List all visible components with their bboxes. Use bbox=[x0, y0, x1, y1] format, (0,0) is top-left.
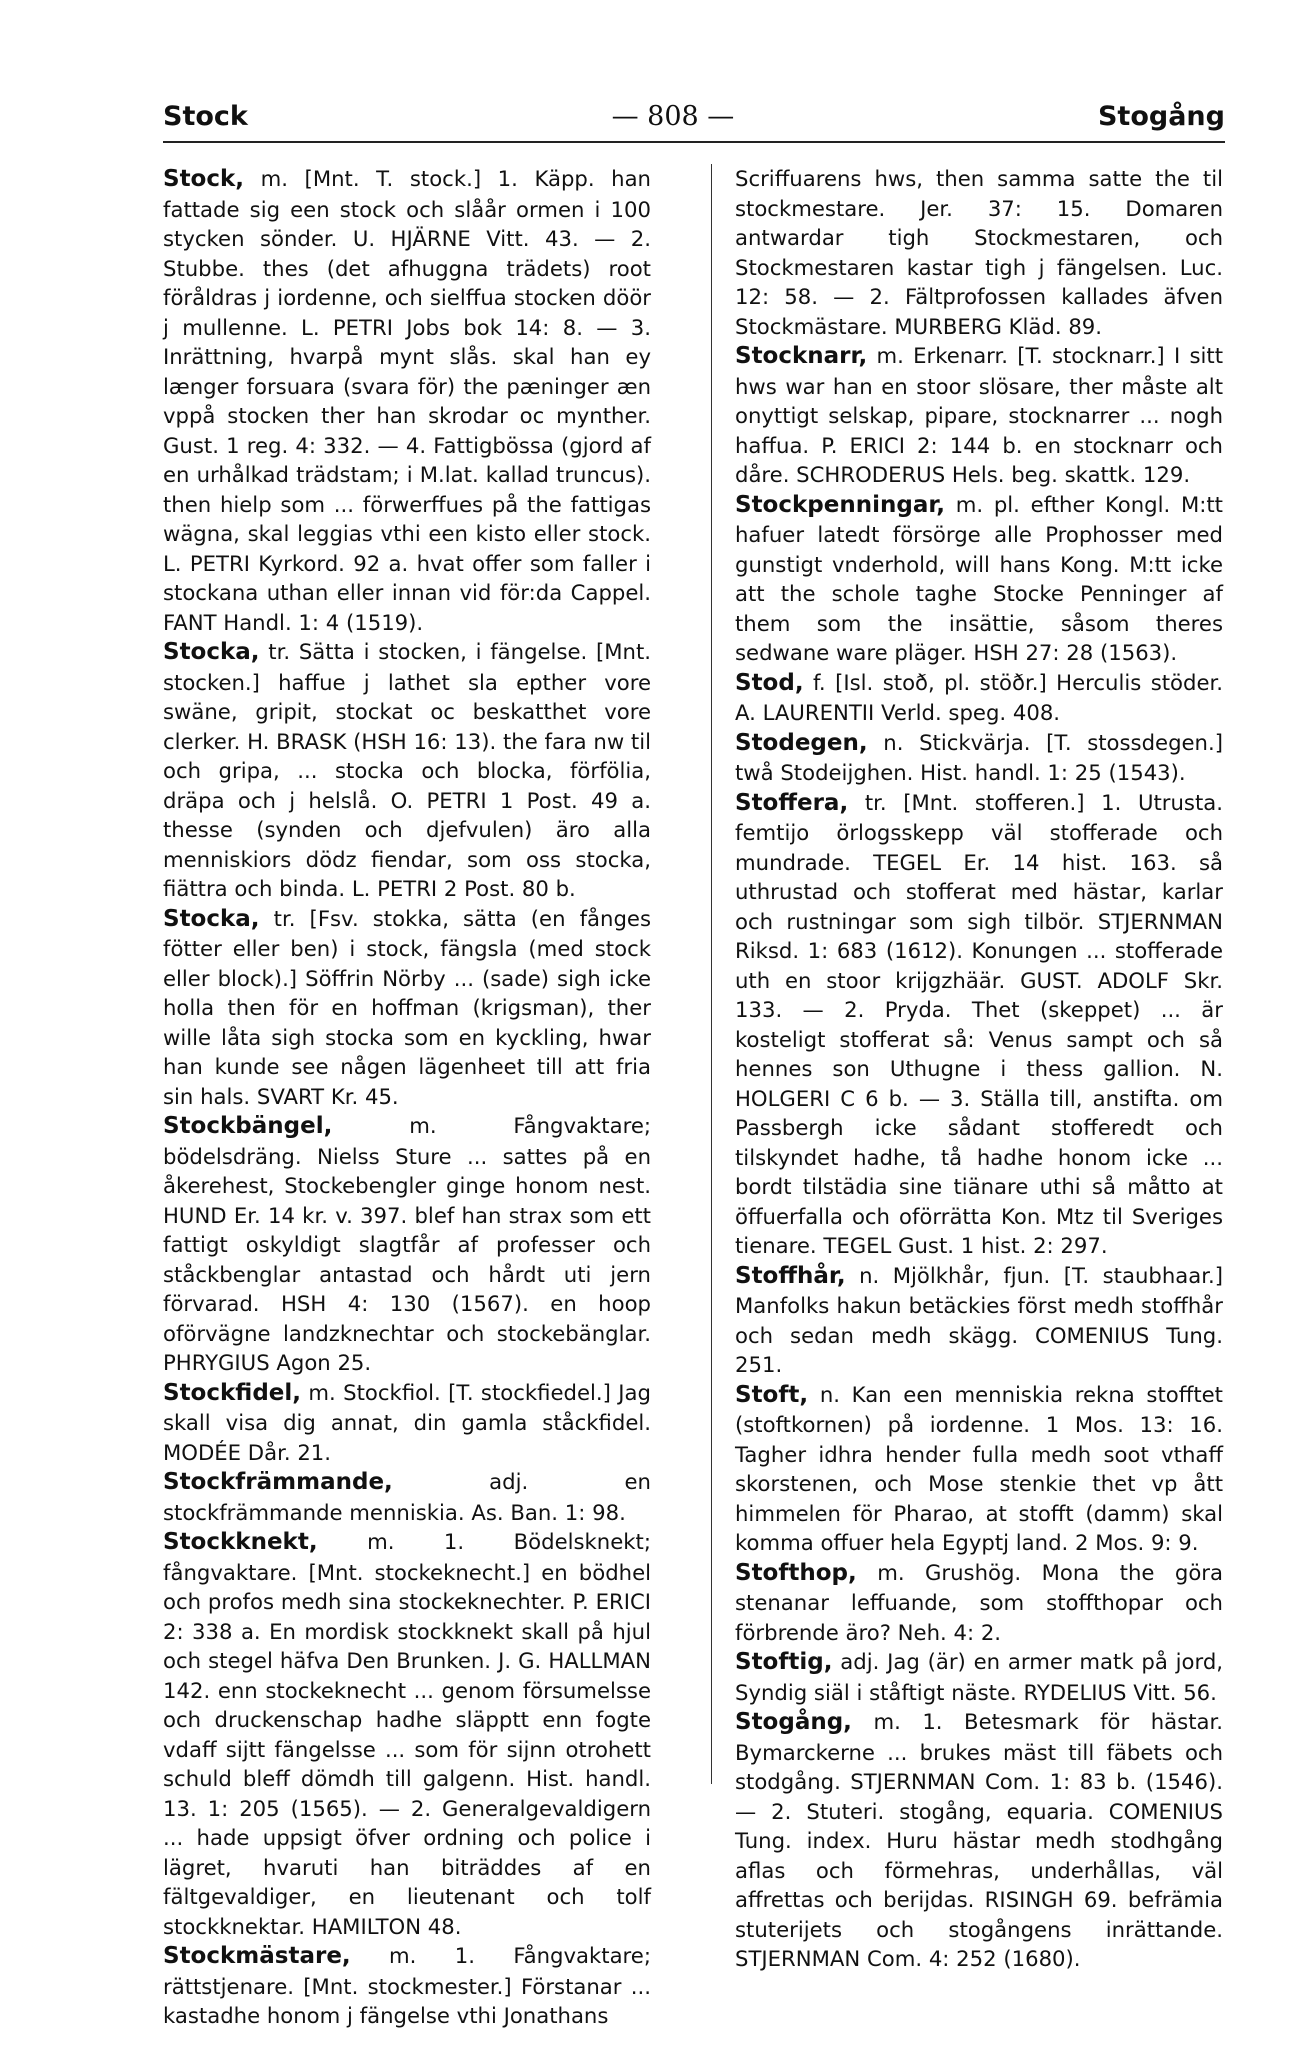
entry-text: m. Grushög. Mona the göra stenanar leffuande, som stoffthopar och förbrende äro? Neh. 4: 2. bbox=[735, 1559, 1223, 1645]
entry-headword: Stoffera, bbox=[735, 789, 849, 816]
dictionary-entry bbox=[735, 668, 1223, 728]
right-column bbox=[735, 164, 1223, 1974]
header-rule bbox=[163, 141, 1225, 143]
entry-headword: Stocknarr, bbox=[735, 343, 868, 369]
dictionary-entry bbox=[735, 1558, 1223, 1648]
dictionary-entry bbox=[735, 490, 1223, 668]
entry-text: adj. Jag (är) en armer matk på jord, Syndig siäl i ståftigt näste. RYDELIUS Vitt. 56. bbox=[735, 1649, 1223, 1705]
column-divider bbox=[711, 164, 712, 1784]
dictionary-entry bbox=[163, 1378, 651, 1468]
entry-headword: Stocka, bbox=[163, 639, 260, 665]
entry-text: f. [Isl. stoð, pl. stöðr.] Herculis stöder. A. LAURENTII Verld. speg. 408. bbox=[735, 669, 1223, 725]
entry-text: m. [Mnt. T. stock.] 1. Käpp. han fattade sig een stock och slåår ormen i 100 stycken sönder. U. HJÄRNE Vitt. 43. — 2. Stubbe. thes (det afhuggna trädets) root föråldras j iordenne, och sielffua stocken döör j mullenne. L. PETRI Jobs bok 14: 8. — 3. Inrättning, hvarpå mynt slås. skal han ey længer forsuara (svara för) the pæninger æn vppå stocken ther han skrodar oc mynther. Gust. 1 reg. 4: 332. — 4. Fattigbössa (gjord af en urhålkad trädstam; i M.lat. kallad truncus). then hielp som ... förwerffues på the fattigas wägna, skal leggias vthi een kisto eller stock. L. PETRI Kyrkord. 92 a. hvat offer som faller i stockana uthan eller innan vid för:da Cappel. FANT Handl. 1: 4 (1519). bbox=[163, 166, 651, 635]
entry-text: m. 1. Bödelsknekt; fångvaktare. [Mnt. stockeknecht.] en bödhel och profos medh sina stockeknechter. P. ERICI 2: 338 a. En mordisk stockknekt skall på hjul och stegel häfva Den Brunken. J. G. HALLMAN 142. enn stockeknecht ... genom försumelsse och druckenschap hadhe släpptt enn fogte vdaff sijtt fängelsse ... som för sijnn otrohett schuld bleff dömdh till galgenn. Hist. handl. 13. 1: 205 (1565). — 2. Generalgevaldigern ... hade uppsigt öfver ordning och police i lägret, hvaruti han biträddes af en fältgevaldiger, en lieutenant och tolf stockknektar. HAMILTON 48. bbox=[163, 1529, 651, 1939]
entry-headword: Stoftig, bbox=[735, 1649, 833, 1675]
entry-text: m. Erkenarr. [T. stocknarr.] I sitt hws war han en stoor slösare, ther måste alt onyttigt selskap, pipare, stocknarrer ... nogh haffua. P. ERICI 2: 144 b. en stocknarr och dåre. SCHRODERUS Hels. beg. skattk. 129. bbox=[735, 343, 1223, 487]
dictionary-entry bbox=[163, 637, 651, 904]
entry-headword: Stoffhår, bbox=[735, 1262, 846, 1289]
dictionary-entry bbox=[163, 1527, 651, 1941]
entry-headword: Stockpenningar, bbox=[735, 491, 946, 518]
entry-text: Scriffuarens hws, then samma satte the til stockmestare. Jer. 37: 15. Domaren antwardar tigh Stockmestaren, och Stockmestaren kastar tigh j fängelsen. Luc. 12: 58. — 2. Fältprofossen kallades äfven Stockmästare. MURBERG Kläd. 89. bbox=[735, 166, 1223, 339]
dictionary-entry bbox=[735, 728, 1223, 788]
left-column bbox=[163, 164, 651, 2031]
entry-headword: Stockmästare, bbox=[163, 1943, 351, 1969]
entry-headword: Stodegen, bbox=[735, 729, 868, 756]
entry-text: m. 1. Fångvaktare; rättstjenare. [Mnt. stockmester.] Förstanar ... kastadhe honom j fängelse vthi Jonathans bbox=[163, 1943, 651, 2028]
entry-text: m. Fångvaktare; bödelsdräng. Nielss Sture ... sattes på en åkerehest, Stockebengler ginge honom nest. HUND Er. 14 kr. v. 397. blef han strax som ett fattigt oskyldigt slagtfår af professer och ståckbenglar antastad och hårdt uti jern förvarad. HSH 4: 130 (1567). en hoop oförvägne landzknechtar och stockebänglar. PHRYGIUS Agon 25. bbox=[163, 1113, 651, 1375]
entry-text: m. Stockfiol. [T. stockfiedel.] Jag skall visa dig annat, din gamla ståckfidel. MODÉE Dår. 21. bbox=[163, 1379, 651, 1465]
entry-headword: Stocka, bbox=[163, 905, 260, 932]
entry-text: tr. Sätta i stocken, i fängelse. [Mnt. stocken.] haffue j lathet sla epther vore swäne, gripit, stockat oc beskatthet vore clerker. H. BRASK (HSH 16: 13). the fara nw til och gripa, ... stocka och blocka, förfölia, dräpa och j helslå. O. PETRI 1 Post. 49 a. thesse (synden och djefvulen) äro alla menniskiors dödz fiendar, som oss stocka, fiättra och binda. L. PETRI 2 Post. 80 b. bbox=[163, 639, 651, 901]
dictionary-entry bbox=[735, 1380, 1223, 1558]
dictionary-entry bbox=[163, 1467, 651, 1527]
entry-headword: Stogång, bbox=[735, 1709, 852, 1735]
dictionary-entry bbox=[163, 1941, 651, 2031]
dictionary-entry bbox=[735, 1707, 1223, 1974]
entry-text: tr. [Mnt. stofferen.] 1. Utrusta. femtijo örlogsskepp väl stofferade och mundrade. TEGEL Er. 14 hist. 163. så uthrustad och stofferat med hästar, karlar och rustningar som sigh tilbör. STJERNMAN Riksd. 1: 683 (1612). Konungen ... stofferade uth en stoor krijgzhäär. GUST. ADOLF Skr. 133. — 2. Pryda. Thet (skeppet) ... är kosteligt stofferat så: Venus sampt och så hennes son Uthugne i thess gallion. N. HOLGERI C 6 b. — 3. Ställa till, anstifta. om Passbergh icke sådant stofferedt och tilskyndet hadhe, tå hadhe honom icke ... bordt tilstädia sine tiänare uthi så måtto at öffuerfalla och oförrätta Kon. Mtz til Sveriges tienare. TEGEL Gust. 1 hist. 2: 297. bbox=[735, 789, 1223, 1258]
entry-headword: Stockbängel, bbox=[163, 1113, 333, 1139]
entry-text: n. Kan een menniskia rekna stofftet (stoftkornen) på iordenne. 1 Mos. 13: 16. Tagher idhra hender fulla medh soot vthaff skorstenen, och Mose stenkie thet vp ått himmelen för Pharao, at stofft (damm) skal komma offuer hela Egyptj land. 2 Mos. 9: 9. bbox=[735, 1381, 1223, 1555]
entry-text: m. 1. Betesmark för hästar. Bymarckerne ... brukes mäst till fäbets och stodgång. STJERNMAN Com. 1: 83 b. (1546). — 2. Stuteri. stogång, equaria. COMENIUS Tung. index. Huru hästar medh stodhgång aflas och förmehras, underhållas, väl affrettas och berijdas. RISINGH 69. befrämia stuterijets och stogångens inrättande. STJERNMAN Com. 4: 252 (1680). bbox=[735, 1709, 1223, 1971]
dictionary-entry bbox=[735, 1647, 1223, 1707]
page-number: — 808 — bbox=[611, 101, 735, 132]
entry-headword: Stock, bbox=[163, 166, 245, 192]
entry-headword: Stockknekt, bbox=[163, 1529, 318, 1555]
entry-text: m. pl. efther Kongl. M:tt hafuer latedt försörge alle Prophosser med gunstigt vnderhold, will hans Kong. M:tt icke att the schole taghe Stocke Penninger af them som the insättie, såsom theres sedwane ware pläger. HSH 27: 28 (1563). bbox=[735, 491, 1223, 665]
dictionary-entry bbox=[735, 1261, 1223, 1380]
entry-text: n. Mjölkhår, fjun. [T. staubhaar.] Manfolks hakun betäckies först medh stoffhår och sedan medh skägg. COMENIUS Tung. 251. bbox=[735, 1262, 1223, 1377]
dictionary-entry bbox=[163, 904, 651, 1112]
entry-text: tr. [Fsv. stokka, sätta (en fånges fötter eller ben) i stock, fängsla (med stock eller block).] Söffrin Nörby ... (sade) sigh icke holla then för en hoffman (krigsman), ther wille låta sigh stocka som en kyckling, hwar han kunde see någen lägenheet till att fria sin hals. SVART Kr. 45. bbox=[163, 905, 651, 1109]
dictionary-entry bbox=[163, 1111, 651, 1378]
dictionary-entry bbox=[735, 341, 1223, 490]
right-headword: Stogång bbox=[1097, 101, 1225, 132]
entry-headword: Stofthop, bbox=[735, 1559, 857, 1586]
dictionary-entry bbox=[163, 164, 651, 637]
entry-text: adj. en stockfrämmande menniskia. As. Ban. 1: 98. bbox=[163, 1469, 651, 1525]
entry-headword: Stod, bbox=[735, 669, 804, 696]
left-headword: Stock bbox=[163, 101, 248, 132]
dictionary-entry-continued bbox=[735, 164, 1223, 341]
dictionary-entry bbox=[735, 788, 1223, 1261]
entry-headword: Stoft, bbox=[735, 1381, 809, 1408]
entry-headword: Stockfidel, bbox=[163, 1379, 302, 1406]
running-head bbox=[163, 100, 1225, 134]
entry-headword: Stockfrämmande, bbox=[163, 1469, 393, 1495]
entry-text: n. Stickvärja. [T. stossdegen.] twå Stodeijghen. Hist. handl. 1: 25 (1543). bbox=[735, 729, 1223, 785]
